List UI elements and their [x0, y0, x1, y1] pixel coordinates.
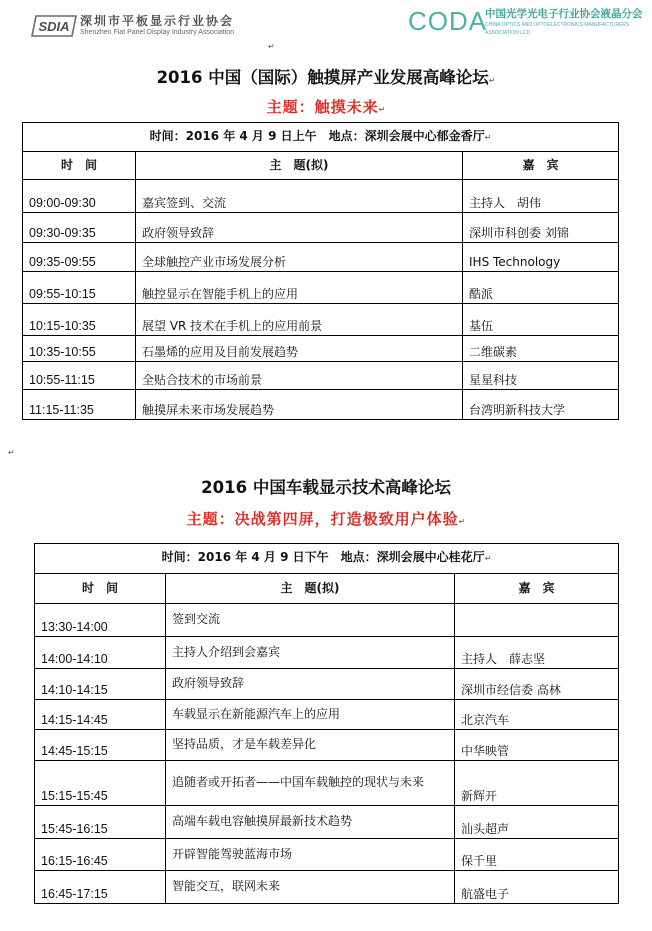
- table-row: [23, 362, 619, 390]
- time-cell: 13:30-14:00: [35, 604, 166, 637]
- coda-name-en: CHINA OPTICS AND OPTOELECTRONICS MANUFACTURERS ASSOCIATION LCD: [485, 22, 630, 36]
- topic-cell: 签到交流: [166, 604, 455, 637]
- time-cell: 11:15-11:35: [23, 390, 136, 420]
- svg-text:SDIA: SDIA: [38, 19, 70, 34]
- table-row: [35, 761, 619, 806]
- paragraph-mark: ↵: [8, 448, 15, 457]
- sdia-name: [80, 14, 234, 38]
- table-row: [23, 304, 619, 336]
- table-row: [35, 700, 619, 730]
- header-topic: 主 题(拟): [166, 574, 455, 604]
- table-row: [23, 390, 619, 420]
- topic-cell: 车载显示在新能源汽车上的应用: [166, 700, 455, 730]
- header-time: 时 间: [23, 152, 136, 180]
- guest-cell: 主持人 胡伟: [463, 180, 619, 213]
- time-cell: 09:35-09:55: [23, 243, 136, 272]
- topic-cell: 展望 VR 技术在手机上的应用前景: [136, 304, 463, 336]
- guest-cell: 深圳市经信委 高林: [455, 669, 619, 700]
- topic-cell: 石墨烯的应用及目前发展趋势: [136, 336, 463, 362]
- time-cell: 15:15-15:45: [35, 761, 166, 806]
- table-row: [35, 871, 619, 904]
- time-cell: 16:15-16:45: [35, 839, 166, 871]
- forum1-agenda-table: [22, 122, 619, 420]
- table-row: [23, 243, 619, 272]
- guest-cell: 二维碳素: [463, 336, 619, 362]
- forum1-title: 2016 中国（国际）触摸屏产业发展高峰论坛↵: [156, 68, 496, 87]
- topic-cell: 全贴合技术的市场前景: [136, 362, 463, 390]
- forum1-header-row: [23, 152, 619, 180]
- guest-cell: IHS Technology: [463, 243, 619, 272]
- guest-cell: 主持人 薛志坚: [455, 637, 619, 669]
- table-row: [35, 730, 619, 761]
- topic-cell: 开辟智能驾驶蓝海市场: [166, 839, 455, 871]
- time-cell: 10:55-11:15: [23, 362, 136, 390]
- time-cell: 09:30-09:35: [23, 213, 136, 243]
- guest-cell: 酷派: [463, 272, 619, 304]
- guest-cell: [455, 604, 619, 637]
- guest-cell: 星星科技: [463, 362, 619, 390]
- table-row: [35, 604, 619, 637]
- time-cell: 10:35-10:55: [23, 336, 136, 362]
- forum2-agenda-table: [34, 543, 619, 904]
- time-cell: 14:10-14:15: [35, 669, 166, 700]
- header-time: 时 间: [35, 574, 166, 604]
- table-row: [23, 336, 619, 362]
- topic-cell: 智能交互，联网未来: [166, 871, 455, 904]
- forum1-info: 时间：2016 年 4 月 9 日上午 地点：深圳会展中心郁金香厅↵: [23, 123, 619, 152]
- table-row: [35, 839, 619, 871]
- topic-cell: 嘉宾签到、交流: [136, 180, 463, 213]
- guest-cell: 北京汽车: [455, 700, 619, 730]
- guest-cell: 台湾明新科技大学: [463, 390, 619, 420]
- guest-cell: 基伍: [463, 304, 619, 336]
- time-cell: 14:15-14:45: [35, 700, 166, 730]
- forum1-theme: 主题：触摸未来↵: [266, 98, 386, 116]
- coda-logo: CODA: [408, 6, 488, 36]
- table-row: [35, 669, 619, 700]
- topic-cell: 追随者或开拓者——中国车载触控的现状与未来: [166, 761, 455, 806]
- forum2-info: 时间：2016 年 4 月 9 日下午 地点：深圳会展中心桂花厅↵: [35, 544, 619, 574]
- topic-cell: 政府领导致辞: [166, 669, 455, 700]
- guest-cell: 保千里: [455, 839, 619, 871]
- guest-cell: 汕头超声: [455, 806, 619, 839]
- time-cell: 09:55-10:15: [23, 272, 136, 304]
- header-topic: 主 题(拟): [136, 152, 463, 180]
- forum2-theme: 主题：决战第四屏，打造极致用户体验↵: [186, 510, 466, 528]
- table-row: [23, 180, 619, 213]
- header-guest: 嘉 宾: [463, 152, 619, 180]
- table-row: [23, 272, 619, 304]
- table-row: [23, 213, 619, 243]
- guest-cell: 新辉开: [455, 761, 619, 806]
- guest-cell: 深圳市科创委 刘锦: [463, 213, 619, 243]
- coda-name-cn: 中国光学光电子行业协会液晶分会: [485, 8, 643, 20]
- sdia-name-en: Shenzhen Flat Panel Display Industry Association: [80, 29, 235, 36]
- time-cell: 09:00-09:30: [23, 180, 136, 213]
- sdia-logo: [30, 14, 78, 38]
- topic-cell: 触控显示在智能手机上的应用: [136, 272, 463, 304]
- guest-cell: 中华映管: [455, 730, 619, 761]
- time-cell: 15:45-16:15: [35, 806, 166, 839]
- paragraph-mark: ↵: [268, 42, 275, 51]
- forum2-title: 2016 中国车载显示技术高峰论坛: [201, 478, 451, 497]
- topic-cell: 主持人介绍到会嘉宾: [166, 637, 455, 669]
- table-row: [35, 637, 619, 669]
- header-guest: 嘉 宾: [455, 574, 619, 604]
- topic-cell: 触摸屏未来市场发展趋势: [136, 390, 463, 420]
- sdia-name-cn: 深圳市平板显示行业协会: [80, 14, 235, 28]
- time-cell: 14:00-14:10: [35, 637, 166, 669]
- coda-name: [485, 8, 652, 37]
- topic-cell: 坚持品质，才是车载差异化: [166, 730, 455, 761]
- topic-cell: 高端车载电容触摸屏最新技术趋势: [166, 806, 455, 839]
- topic-cell: 全球触控产业市场发展分析: [136, 243, 463, 272]
- page-header: [0, 0, 652, 51]
- guest-cell: 航盛电子: [455, 871, 619, 904]
- topic-cell: 政府领导致辞: [136, 213, 463, 243]
- time-cell: 10:15-10:35: [23, 304, 136, 336]
- table-row: [35, 806, 619, 839]
- time-cell: 16:45-17:15: [35, 871, 166, 904]
- forum2-header-row: [35, 574, 619, 604]
- time-cell: 14:45-15:15: [35, 730, 166, 761]
